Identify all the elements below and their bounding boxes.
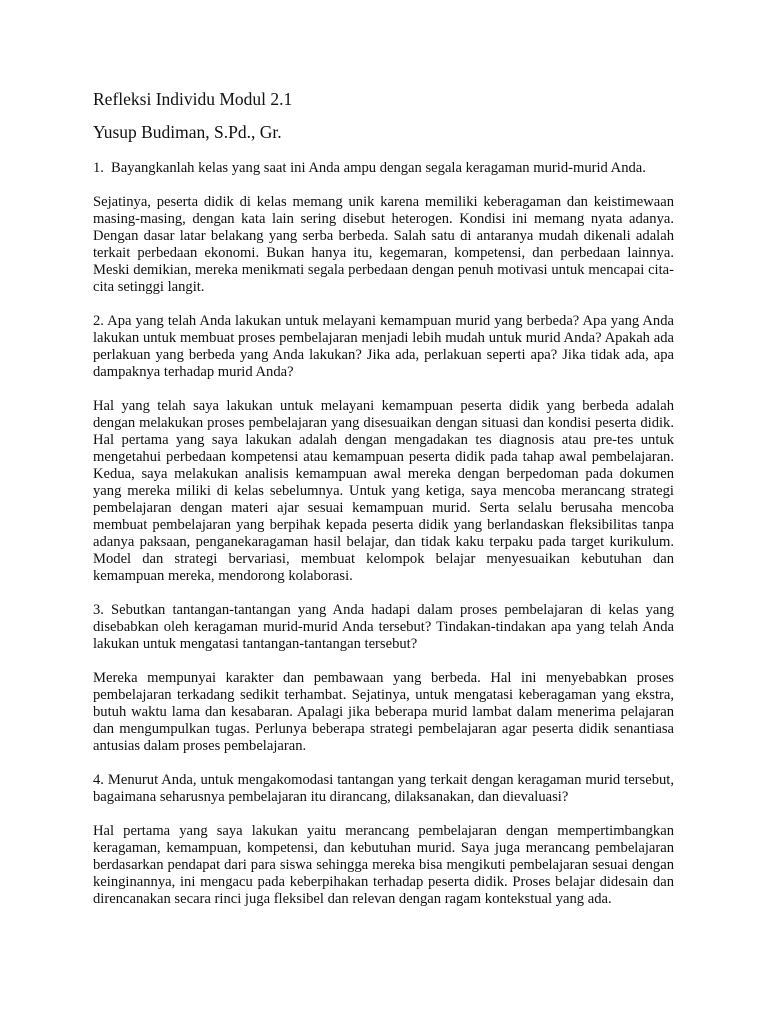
question-1-text: Bayangkanlah kelas yang saat ini Anda ampu dengan segala keragaman murid-murid Anda. (111, 160, 646, 176)
question-3: 3. Sebutkan tantangan-tantangan yang Anda hadapi dalam proses pembelajaran di kelas yang disebabkan oleh keragaman murid-murid Anda tersebut? Tindakan-tindakan apa yang telah Anda lakukan untuk mengatasi tantangan-tantangan tersebut? (93, 602, 674, 652)
answer-1: Sejatinya, peserta didik di kelas memang unik karena memiliki keberagaman dan keistimewaan masing-masing, dengan kata lain sering disebut heterogen. Kondisi ini memang nyata adanya. Dengan dasar latar belakang yang serba berbeda. Salah satu di antaranya mudah dikenali adalah terkait perbedaan ekonomi. Bukan hanya itu, kegemaran, kompetensi, dan perbedaan lainnya. Meski demikian, mereka menikmati segala perbedaan dengan penuh motivasi untuk mencapai cita-cita setinggi langit. (93, 194, 674, 295)
answer-3: Mereka mempunyai karakter dan pembawaan yang berbeda. Hal ini menyebabkan proses pembelajaran terkadang sedikit terhambat. Sejatinya, untuk mengatasi keberagaman yang ekstra, butuh waktu lama dan kesabaran. Apalagi jika beberapa murid lambat dalam menerima pelajaran dan mengumpulkan tugas. Perlunya beberapa strategi pembelajaran agar peserta didik senantiasa antusias dalam proses pembelajaran. (93, 670, 674, 754)
answer-2: Hal yang telah saya lakukan untuk melayani kemampuan peserta didik yang berbeda adalah dengan melakukan proses pembelajaran yang disesuaikan dengan situasi dan kondisi peserta didik. Hal pertama yang saya lakukan adalah dengan mengadakan tes diagnosis atau pre-tes untuk mengetahui perbedaan kompetensi atau kemampuan peserta didik pada tahap awal pembelajaran. Kedua, saya melakukan analisis kemampuan awal mereka dengan berpedoman pada dokumen yang mereka miliki di kelas sebelumnya. Untuk yang ketiga, saya mencoba merancang strategi pembelajaran dengan materi ajar sesuai kemampuan murid. Serta selalu berusaha mencoba membuat pembelajaran yang berpihak kepada peserta didik yang berlandaskan fleksibilitas tanpa adanya paksaan, penganekaragaman hasil belajar, dan tidak kaku terpaku pada target kurikulum. Model dan strategi bervariasi, membuat kelompok belajar menyesuaikan kebutuhan dan kemampuan mereka, mendorong kolaborasi. (93, 398, 674, 584)
question-1 (93, 160, 674, 177)
question-4: 4. Menurut Anda, untuk mengakomodasi tantangan yang terkait dengan keragaman murid tersebut, bagaimana seharusnya pembelajaran itu dirancang, dilaksanakan, dan dievaluasi? (93, 772, 674, 805)
document-author: Yusup Budiman, S.Pd., Gr. (93, 122, 282, 142)
question-2: 2. Apa yang telah Anda lakukan untuk melayani kemampuan murid yang berbeda? Apa yang Anda lakukan untuk membuat proses pembelajaran menjadi lebih mudah untuk murid Anda? Apakah ada perlakuan yang berbeda yang Anda lakukan? Jika ada, perlakuan seperti apa? Jika tidak ada, apa dampaknya terhadap murid Anda? (93, 313, 674, 380)
document-title: Refleksi Individu Modul 2.1 (93, 89, 293, 109)
answer-4: Hal pertama yang saya lakukan yaitu merancang pembelajaran dengan mempertimbangkan keragaman, kemampuan, kompetensi, dan kebutuhan murid. Saya juga merancang pembelajaran berdasarkan pendapat dari para siswa sehingga mereka bisa mengikuti pembelajaran sesuai dengan keinginannya, ini mengacu pada keberpihakan terhadap peserta didik. Proses belajar didesain dan direncanakan secara rinci juga fleksibel dan relevan dengan ragam kontekstual yang ada. (93, 823, 674, 907)
question-1-number: 1. (93, 160, 104, 176)
